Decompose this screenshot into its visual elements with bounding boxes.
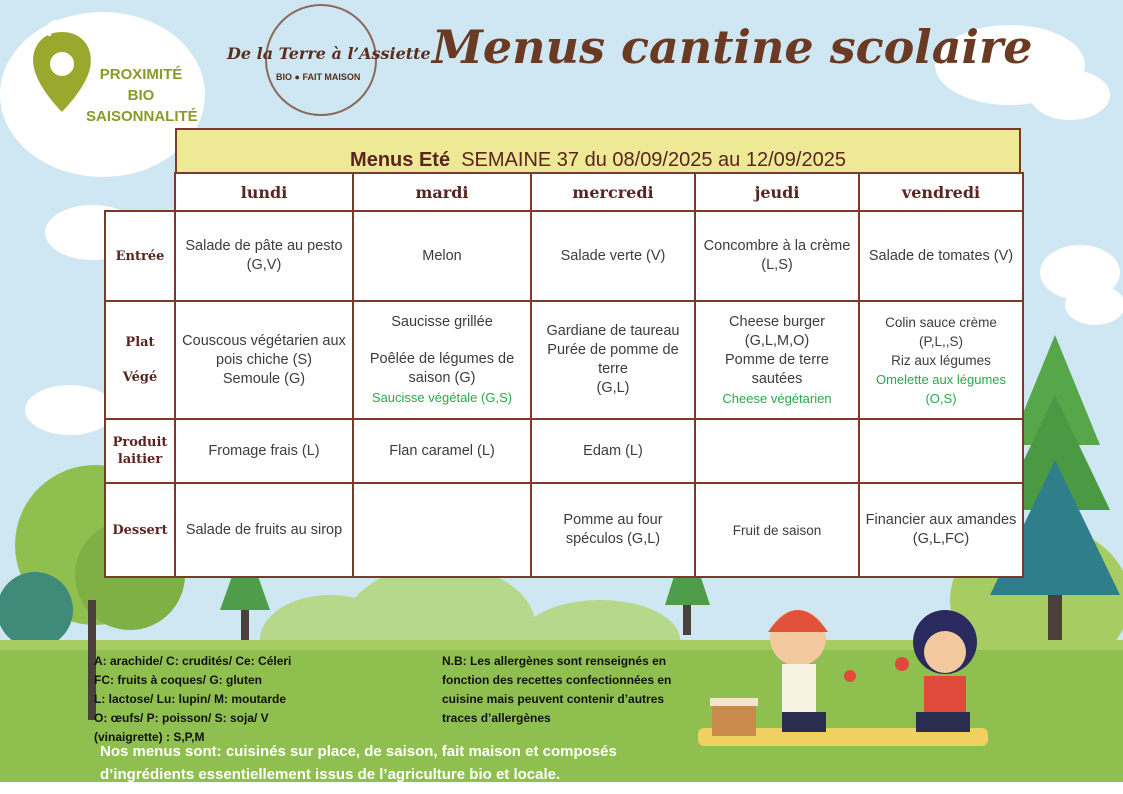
menu-cell: Edam (L) xyxy=(531,419,695,483)
day-header: vendredi xyxy=(859,173,1023,211)
week-header xyxy=(175,149,1021,172)
allergen-line: O: œufs/ P: poisson/ S: soja/ V xyxy=(94,711,269,725)
menu-cell: Salade de pâte au pesto (G,V) xyxy=(175,211,353,301)
dessert-row xyxy=(105,483,1023,577)
day-header: lundi xyxy=(175,173,353,211)
row-label xyxy=(105,419,175,483)
dish-line: Saucisse grillée xyxy=(391,314,493,330)
brand-name: De la Terre à l’Assiette xyxy=(227,44,431,63)
dish-line: Cheese burger (G,L,M,O) xyxy=(729,313,825,349)
plat-row xyxy=(105,301,1023,419)
laitier-row xyxy=(105,419,1023,483)
day-header: mercredi xyxy=(531,173,695,211)
menu-cell xyxy=(859,419,1023,483)
dish-line: (G,L) xyxy=(596,380,630,396)
vege-dish: Omelette aux légumes (O,S) xyxy=(875,371,1007,406)
row-label-line: laitier xyxy=(117,452,163,467)
corner-cell xyxy=(105,173,175,211)
menu-cell xyxy=(531,301,695,419)
dish-line: Pomme de terre sautées xyxy=(725,351,829,387)
menu-cell: Salade de tomates (V) xyxy=(859,211,1023,301)
menu-cell xyxy=(695,419,859,483)
entree-row xyxy=(105,211,1023,301)
dish-line: Riz aux légumes xyxy=(891,352,991,368)
week-range: SEMAINE 37 du 08/09/2025 au 12/09/2025 xyxy=(461,149,846,171)
plat-label: Plat xyxy=(125,335,155,350)
days-row xyxy=(105,173,1023,211)
dish-line: Purée de pomme de terre xyxy=(547,342,679,377)
note-line: fonction des recettes confectionnées en xyxy=(442,673,672,687)
allergen-legend xyxy=(94,652,291,747)
allergen-line: FC: fruits à coques/ G: gluten xyxy=(94,673,263,687)
menu-cell: Fruit de saison xyxy=(695,483,859,577)
note-line: cuisine mais peuvent contenir d’autres xyxy=(442,692,665,706)
menu-cell xyxy=(353,483,531,577)
vege-dish: Saucisse végétale (G,S) xyxy=(371,390,513,405)
dish-line: Couscous végétarien aux pois chiche (S) xyxy=(182,332,346,368)
page-title: Menus cantine scolaire xyxy=(432,20,1033,74)
dish-line: Colin sauce crème (P,L,,S) xyxy=(885,314,997,349)
allergen-note xyxy=(442,652,712,728)
menu-cell: Flan caramel (L) xyxy=(353,419,531,483)
note-line: N.B: Les allergènes sont renseignés en xyxy=(442,654,667,668)
menu-cell xyxy=(859,301,1023,419)
menu-cell: Concombre à la crème (L,S) xyxy=(695,211,859,301)
day-header: jeudi xyxy=(695,173,859,211)
menu-cell: Pomme au four spéculos (G,L) xyxy=(531,483,695,577)
brand-tagline: BIO ● FAIT MAISON xyxy=(276,72,361,82)
footer-line: Nos menus sont: cuisinés sur place, de saison, fait maison et composés xyxy=(100,743,617,760)
menu-cell xyxy=(175,301,353,419)
logo-line: SAISONNALITÉ xyxy=(86,108,198,125)
vege-label: Végé xyxy=(122,370,158,385)
menu-cell: Financier aux amandes (G,L,FC) xyxy=(859,483,1023,577)
vege-dish: Cheese végétarien xyxy=(722,390,832,406)
dish-line: Gardiane de taureau xyxy=(546,323,680,339)
footer-line: d’ingrédients essentiellement issus de l’agriculture bio et locale. xyxy=(100,766,561,783)
row-label-line: Produit xyxy=(112,435,168,450)
allergen-line: A: arachide/ C: crudités/ Ce: Céleri xyxy=(94,654,292,668)
logo-line: BIO xyxy=(127,87,155,104)
menu-table xyxy=(104,172,1024,578)
menu-cell: Salade verte (V) xyxy=(531,211,695,301)
allergen-line: L: lactose/ Lu: lupin/ M: moutarde xyxy=(94,692,286,706)
dish-line: Semoule (G) xyxy=(222,370,306,387)
row-label: Entrée xyxy=(105,211,175,301)
row-label xyxy=(105,301,175,419)
logo-line: PROXIMITÉ xyxy=(99,66,183,83)
dish-line: Poêlée de légumes de saison (G) xyxy=(369,351,515,386)
season-label: Menus Eté xyxy=(350,149,451,171)
menu-cell: Fromage frais (L) xyxy=(175,419,353,483)
note-line: traces d’allergènes xyxy=(442,711,551,725)
menu-cell xyxy=(353,301,531,419)
footer-statement xyxy=(100,740,617,786)
menu-cell xyxy=(695,301,859,419)
logo-slogan xyxy=(86,64,196,127)
day-header: mardi xyxy=(353,173,531,211)
menu-cell: Melon xyxy=(353,211,531,301)
menu-cell: Salade de fruits au sirop xyxy=(175,483,353,577)
allergen-line: (vinaigrette) : S,P,M xyxy=(94,730,205,744)
row-label: Dessert xyxy=(105,483,175,577)
